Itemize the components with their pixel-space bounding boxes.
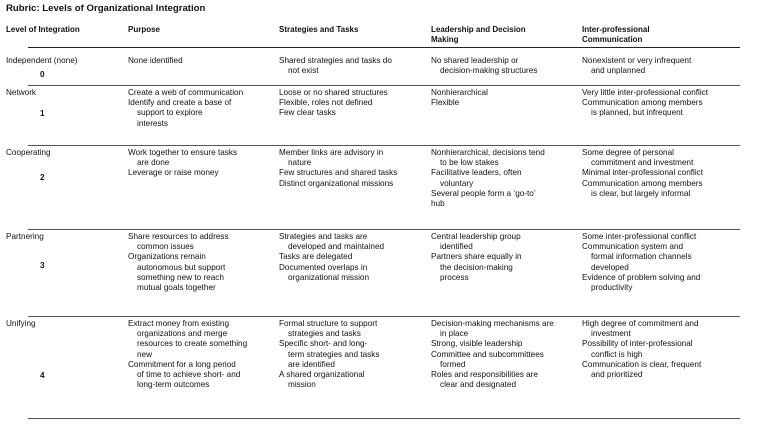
- row-divider: [28, 229, 740, 230]
- leadership-line: process: [440, 272, 469, 282]
- purpose-line: long-term outcomes: [137, 380, 210, 390]
- leadership-line: Committee and subcommittees: [431, 349, 544, 359]
- purpose-line: interests: [137, 118, 168, 128]
- purpose-line: support to explore: [137, 108, 203, 118]
- strategies-cell: [279, 88, 388, 119]
- communication-line: High degree of commitment and: [582, 319, 699, 328]
- communication-line: Communication among members: [582, 178, 703, 188]
- purpose-line: something new to reach: [137, 272, 224, 282]
- level-number: 4: [40, 371, 45, 380]
- strategies-cell: [279, 232, 384, 283]
- level-number: 2: [40, 173, 45, 182]
- communication-line: and unplanned: [591, 66, 646, 76]
- leadership-line: Several people form a ‘go-to’: [431, 188, 536, 198]
- strategies-line: Shared strategies and tasks do: [279, 56, 392, 65]
- strategies-line: nature: [288, 158, 312, 168]
- header-communication-line: Communication: [582, 35, 643, 44]
- strategies-line: Strategies and tasks are: [279, 232, 368, 241]
- strategies-cell: [279, 56, 392, 76]
- leadership-line: the decision-making: [440, 262, 513, 272]
- leadership-cell: [431, 88, 488, 108]
- communication-line: commitment and investment: [591, 158, 694, 168]
- purpose-cell: [128, 148, 237, 179]
- leadership-line: Facilitative leaders, often: [431, 168, 522, 178]
- leadership-line: Central leadership group: [431, 232, 521, 241]
- header-communication: [582, 25, 650, 45]
- communication-cell: [582, 148, 703, 199]
- leadership-line: Partners share equally in: [431, 252, 522, 262]
- strategies-line: Member links are advisory in: [279, 148, 384, 157]
- strategies-line: Loose or no shared structures: [279, 88, 388, 97]
- purpose-line: resources to create something: [137, 339, 248, 349]
- leadership-line: Nonhierarchical: [431, 88, 488, 97]
- row-divider: [28, 85, 740, 86]
- header-communication-line: Inter-professional: [582, 25, 650, 34]
- communication-cell: [582, 88, 708, 119]
- leadership-cell: [431, 148, 545, 209]
- header-leadership-line: Leadership and Decision: [431, 25, 526, 34]
- purpose-line: None identified: [128, 56, 183, 65]
- leadership-line: Strong, visible leadership: [431, 339, 523, 349]
- leadership-line: Decision-making mechanisms are: [431, 319, 554, 328]
- strategies-cell: [279, 319, 379, 390]
- leadership-line: identified: [440, 242, 473, 252]
- leadership-line: decision-making structures: [440, 66, 538, 76]
- communication-line: Communication system and: [582, 242, 684, 252]
- leadership-line: clear and designated: [440, 380, 517, 390]
- header-divider: [28, 47, 740, 48]
- level-name: Partnering: [6, 232, 44, 241]
- purpose-cell: [128, 232, 229, 293]
- strategies-line: are identified: [288, 359, 335, 369]
- purpose-line: Create a web of communication: [128, 88, 244, 97]
- page-title: Rubric: Levels of Organizational Integration: [6, 3, 206, 14]
- strategies-line: mission: [288, 380, 316, 390]
- strategies-line: Formal structure to support: [279, 319, 378, 328]
- level-number: 3: [40, 261, 45, 270]
- strategies-line: Specific short- and long-: [279, 339, 368, 349]
- communication-line: productivity: [591, 283, 633, 293]
- strategies-line: term strategies and tasks: [288, 349, 380, 359]
- level-name: Unifying: [6, 319, 36, 328]
- communication-line: developed: [591, 262, 629, 272]
- purpose-cell: [128, 88, 243, 129]
- communication-line: Nonexistent or very infrequent: [582, 56, 692, 65]
- communication-line: is planned, but infrequent: [591, 108, 683, 118]
- leadership-line: formed: [440, 359, 466, 369]
- communication-line: Communication among members: [582, 98, 703, 108]
- leadership-line: voluntary: [440, 178, 474, 188]
- communication-cell: [582, 232, 700, 293]
- communication-line: is clear, but largely informal: [591, 188, 691, 198]
- strategies-line: not exist: [288, 66, 319, 76]
- communication-line: Communication is clear, frequent: [582, 359, 702, 369]
- strategies-cell: [279, 148, 397, 189]
- strategies-line: Flexible, roles not defined: [279, 98, 373, 108]
- purpose-line: Organizations remain: [128, 252, 206, 262]
- leadership-line: No shared leadership or: [431, 56, 519, 65]
- purpose-cell: [128, 56, 183, 66]
- level-number: 1: [40, 109, 45, 118]
- purpose-line: Leverage or raise money: [128, 168, 219, 178]
- header-leadership-line: Making: [431, 35, 459, 44]
- communication-line: Some degree of personal: [582, 148, 674, 157]
- communication-line: Some inter-professional conflict: [582, 232, 697, 241]
- purpose-line: Share resources to address: [128, 232, 229, 241]
- leadership-line: Nonhierarchical, decisions tend: [431, 148, 545, 157]
- communication-line: conflict is high: [591, 349, 643, 359]
- level-number: 0: [40, 70, 45, 79]
- level-name: Network: [6, 88, 37, 97]
- strategies-line: Few clear tasks: [279, 108, 336, 118]
- purpose-line: autonomous but support: [137, 262, 226, 272]
- leadership-line: Flexible: [431, 98, 460, 108]
- purpose-line: are done: [137, 158, 170, 168]
- strategies-line: Distinct organizational missions: [279, 178, 394, 188]
- row-divider: [28, 145, 740, 146]
- strategies-line: developed and maintained: [288, 242, 385, 252]
- leadership-line: hub: [431, 199, 445, 209]
- level-name: Independent (none): [6, 56, 78, 65]
- strategies-line: A shared organizational: [279, 370, 365, 380]
- header-purpose: Purpose: [128, 25, 161, 34]
- purpose-line: Work together to ensure tasks: [128, 148, 238, 157]
- communication-line: Evidence of problem solving and: [582, 272, 701, 282]
- header-leadership: [431, 25, 526, 45]
- table-bottom-rule: [28, 418, 740, 419]
- communication-cell: [582, 319, 701, 380]
- strategies-line: organizational mission: [288, 272, 370, 282]
- leadership-cell: [431, 232, 522, 283]
- communication-line: Possibility of inter-professional: [582, 339, 693, 349]
- header-strategies: Strategies and Tasks: [279, 25, 359, 34]
- level-name: Cooperating: [6, 148, 51, 157]
- purpose-line: mutual goals together: [137, 283, 216, 293]
- communication-cell: [582, 56, 691, 76]
- strategies-line: Few structures and shared tasks: [279, 168, 398, 178]
- purpose-line: Identify and create a base of: [128, 98, 232, 108]
- leadership-line: Roles and responsibilities are: [431, 370, 538, 380]
- communication-line: formal information channels: [591, 252, 692, 262]
- header-level: Level of Integration: [6, 25, 80, 34]
- leadership-cell: [431, 56, 537, 76]
- purpose-line: common issues: [137, 242, 194, 252]
- purpose-cell: [128, 319, 247, 390]
- leadership-cell: [431, 319, 554, 390]
- strategies-line: strategies and tasks: [288, 329, 361, 339]
- row-divider: [28, 316, 740, 317]
- communication-line: investment: [591, 329, 631, 339]
- strategies-line: Documented overlaps in: [279, 262, 368, 272]
- purpose-line: Commitment for a long period: [128, 359, 236, 369]
- purpose-line: of time to achieve short- and: [137, 370, 241, 380]
- purpose-line: new: [137, 349, 153, 359]
- purpose-line: Extract money from existing: [128, 319, 230, 328]
- leadership-line: to be low stakes: [440, 158, 499, 168]
- communication-line: Minimal inter-professional conflict: [582, 168, 704, 178]
- purpose-line: organizations and merge: [137, 329, 228, 339]
- communication-line: Very little inter-professional conflict: [582, 88, 709, 97]
- strategies-line: Tasks are delegated: [279, 252, 353, 262]
- leadership-line: in place: [440, 329, 469, 339]
- communication-line: and prioritized: [591, 370, 643, 380]
